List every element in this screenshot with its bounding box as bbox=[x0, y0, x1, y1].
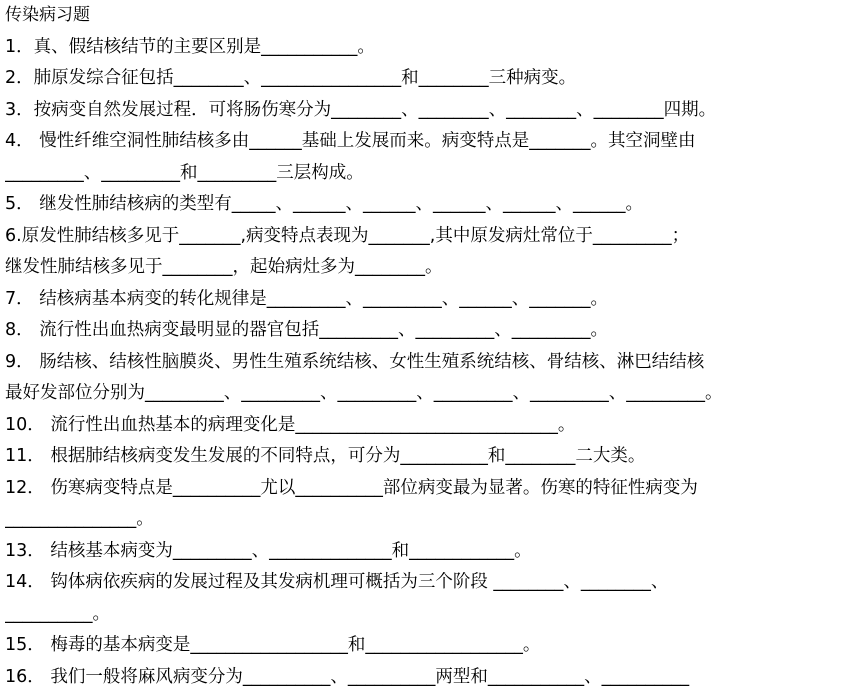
question-line: 7． 结核病基本病变的转化规律是_________、_________、______、_______。 bbox=[5, 288, 608, 309]
question-line: 12． 伤寒病变特点是__________尤以__________部位病变最为显著。伤寒的特征性病变为 bbox=[5, 477, 698, 498]
question-line: 10． 流行性出血热基本的病理变化是______________________________。 bbox=[5, 414, 576, 435]
question-line: 14． 钩体病依疾病的发展过程及其发病机理可概括为三个阶段 ________、________、 bbox=[5, 572, 669, 592]
question-line: 16． 我们一般将麻风病变分为__________、__________两型和___________、__________ bbox=[5, 666, 690, 687]
question-line: _______________。 bbox=[5, 509, 154, 529]
question-line: 继发性肺结核多见于________，起始病灶多为________。 bbox=[5, 257, 443, 277]
question-line: 1．真、假结核结节的主要区别是___________。 bbox=[5, 36, 375, 57]
question-line: 15． 梅毒的基本病变是__________________和__________________。 bbox=[5, 635, 541, 655]
question-line: _________、_________和_________三层构成。 bbox=[5, 162, 364, 183]
document-title: 传染病习题 bbox=[5, 5, 90, 25]
question-line: 5． 继发性肺结核病的类型有_____、______、______、______、______、______。 bbox=[5, 194, 643, 214]
question-line: 4． 慢性纤维空洞性肺结核多由______基础上发展而来。病变特点是_______。其空洞壁由 bbox=[5, 131, 696, 151]
question-line: 11． 根据肺结核病变发生发展的不同特点，可分为__________和________二大类。 bbox=[5, 446, 646, 466]
document-page bbox=[5, 0, 843, 693]
question-line: 2．肺原发综合征包括________、________________和________三种病变。 bbox=[5, 68, 577, 88]
question-line: 8． 流行性出血热病变最明显的器官包括_________、_________、_________。 bbox=[5, 320, 608, 340]
question-line: 13． 结核基本病变为_________、______________和____________。 bbox=[5, 540, 532, 561]
question-line: __________。 bbox=[5, 603, 110, 624]
question-line: 6.原发性肺结核多见于_______,病变特点表现为_______,其中原发病灶常位于_________； bbox=[5, 225, 690, 246]
question-line: 3．按病变自然发展过程．可将肠伤寒分为________、________、________、________四期。 bbox=[5, 99, 717, 120]
question-line: 最好发部位分别为_________、_________、_________、_________、_________、_________。 bbox=[5, 383, 723, 403]
question-line: 9． 肠结核、结核性脑膜炎、男性生殖系统结核、女性生殖系统结核、骨结核、淋巴结结核 bbox=[5, 351, 705, 372]
